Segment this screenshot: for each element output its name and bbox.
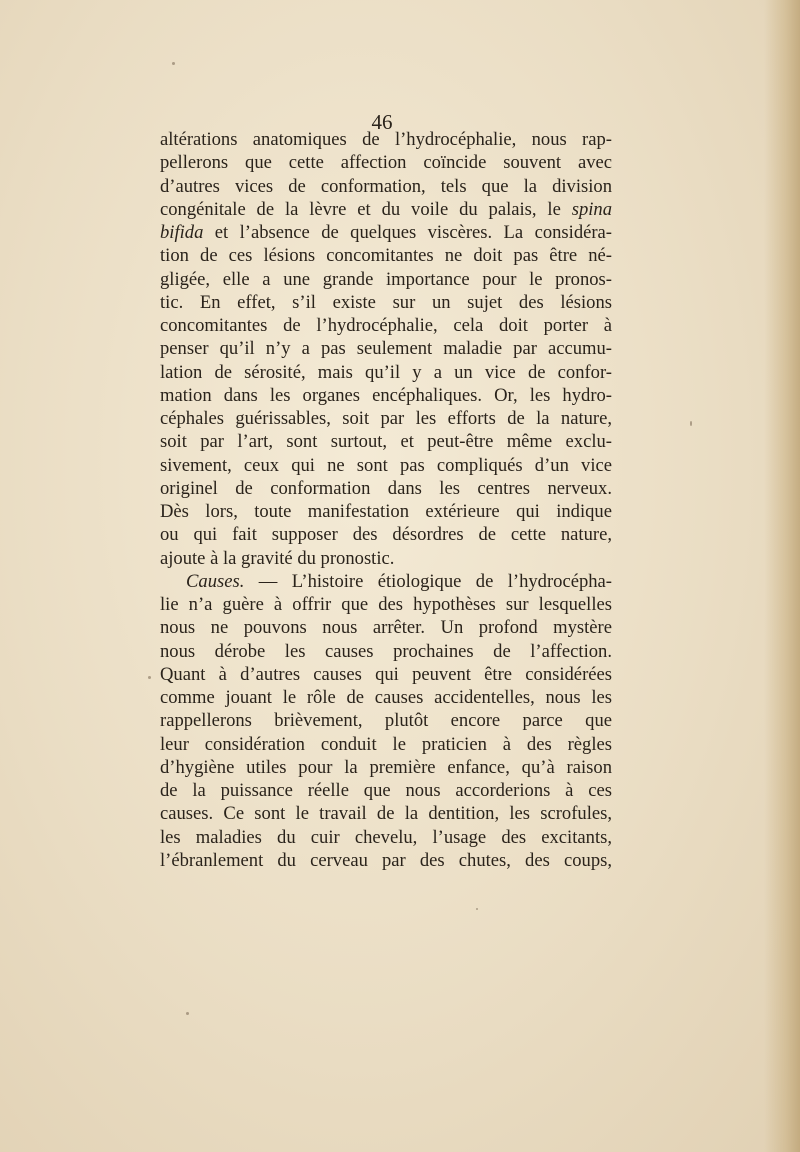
text-line: gligée, elle a une grande importance pour le pronos- [160, 268, 612, 290]
paper-speck [476, 908, 478, 910]
section-heading-causes: Causes. [186, 570, 245, 592]
text-line: tion de ces lésions concomitantes ne doit pas être né- [160, 245, 612, 267]
text-line: leur considération conduit le praticien à des règles [160, 733, 612, 755]
text-line: les maladies du cuir chevelu, l’usage des excitants, [160, 826, 612, 848]
text-line: altérations anatomiques de l’hydrocéphalie, nous rap- [160, 129, 612, 150]
text-line: Dès lors, toute manifestation extérieure qui indique [160, 501, 612, 522]
text-line: rappellerons brièvement, plutôt encore parce que [160, 710, 612, 732]
text-line [160, 198, 612, 221]
text-line: d’hygiène utiles pour la première enfance, qu’à raison [160, 756, 612, 778]
text-line: originel de conformation dans les centres nerveux. [160, 477, 612, 499]
text-line: tic. En effet, s’il existe sur un sujet des lésions [160, 291, 612, 313]
text-line-segment: et l’absence de quelques viscères. La considéra- [214, 222, 613, 243]
text-line: d’autres vices de conformation, tels que la division [160, 175, 612, 197]
text-line: soit par l’art, sont surtout, et peut-être même exclu- [160, 431, 612, 453]
text-line: de la puissance réelle que nous accorderions à ces [160, 780, 612, 801]
text-line: nous dérobe les causes prochaines de l’affection. [160, 640, 612, 662]
text-line-segment: congénitale de la lèvre et du voile du palais, le [160, 198, 561, 220]
text-line: ajoute à la gravité du pronostic. [160, 547, 395, 569]
paper-speck [186, 1012, 189, 1015]
text-line: mation dans les organes encéphaliques. Or, les hydro- [160, 384, 612, 406]
text-line: penser qu’il n’y a pas seulement maladie par accumu- [160, 338, 612, 360]
text-line-segment: — L’histoire étiologique de l’hydrocépha- [258, 570, 612, 592]
text-line: concomitantes de l’hydrocéphalie, cela doit porter à [160, 315, 612, 336]
text-line [160, 570, 612, 593]
paper-speck [690, 421, 692, 426]
paper-speck [148, 676, 151, 679]
text-line: sivement, ceux qui ne sont pas compliqués d’un vice [160, 454, 612, 476]
text-line: l’ébranlement du cerveau par des chutes, des coups, [160, 849, 612, 871]
text-line: pellerons que cette affection coïncide souvent avec [160, 152, 612, 174]
text-line: nous ne pouvons nous arrêter. Un profond mystère [160, 617, 612, 639]
text-line: causes. Ce sont le travail de la dentition, les scrofules, [160, 803, 612, 825]
text-line: ou qui fait supposer des désordres de cette nature, [160, 524, 612, 546]
italic-term-spina: spina [571, 198, 612, 220]
text-line: lation de sérosité, mais qu’il y a un vice de confor- [160, 361, 612, 383]
paper-speck [172, 62, 175, 65]
page-number: 46 [371, 110, 393, 134]
italic-term-bifida: bifida [160, 222, 204, 243]
text-line: lie n’a guère à offrir que des hypothèses sur lesquelles [160, 594, 612, 615]
text-line: Quant à d’autres causes qui peuvent être considérées [160, 663, 612, 685]
text-line [160, 221, 612, 244]
page-edge-shadow [764, 0, 800, 1152]
text-line: céphales guérissables, soit par les efforts de la nature, [160, 408, 612, 429]
body-text [160, 128, 612, 872]
text-line: comme jouant le rôle de causes accidentelles, nous les [160, 687, 612, 708]
